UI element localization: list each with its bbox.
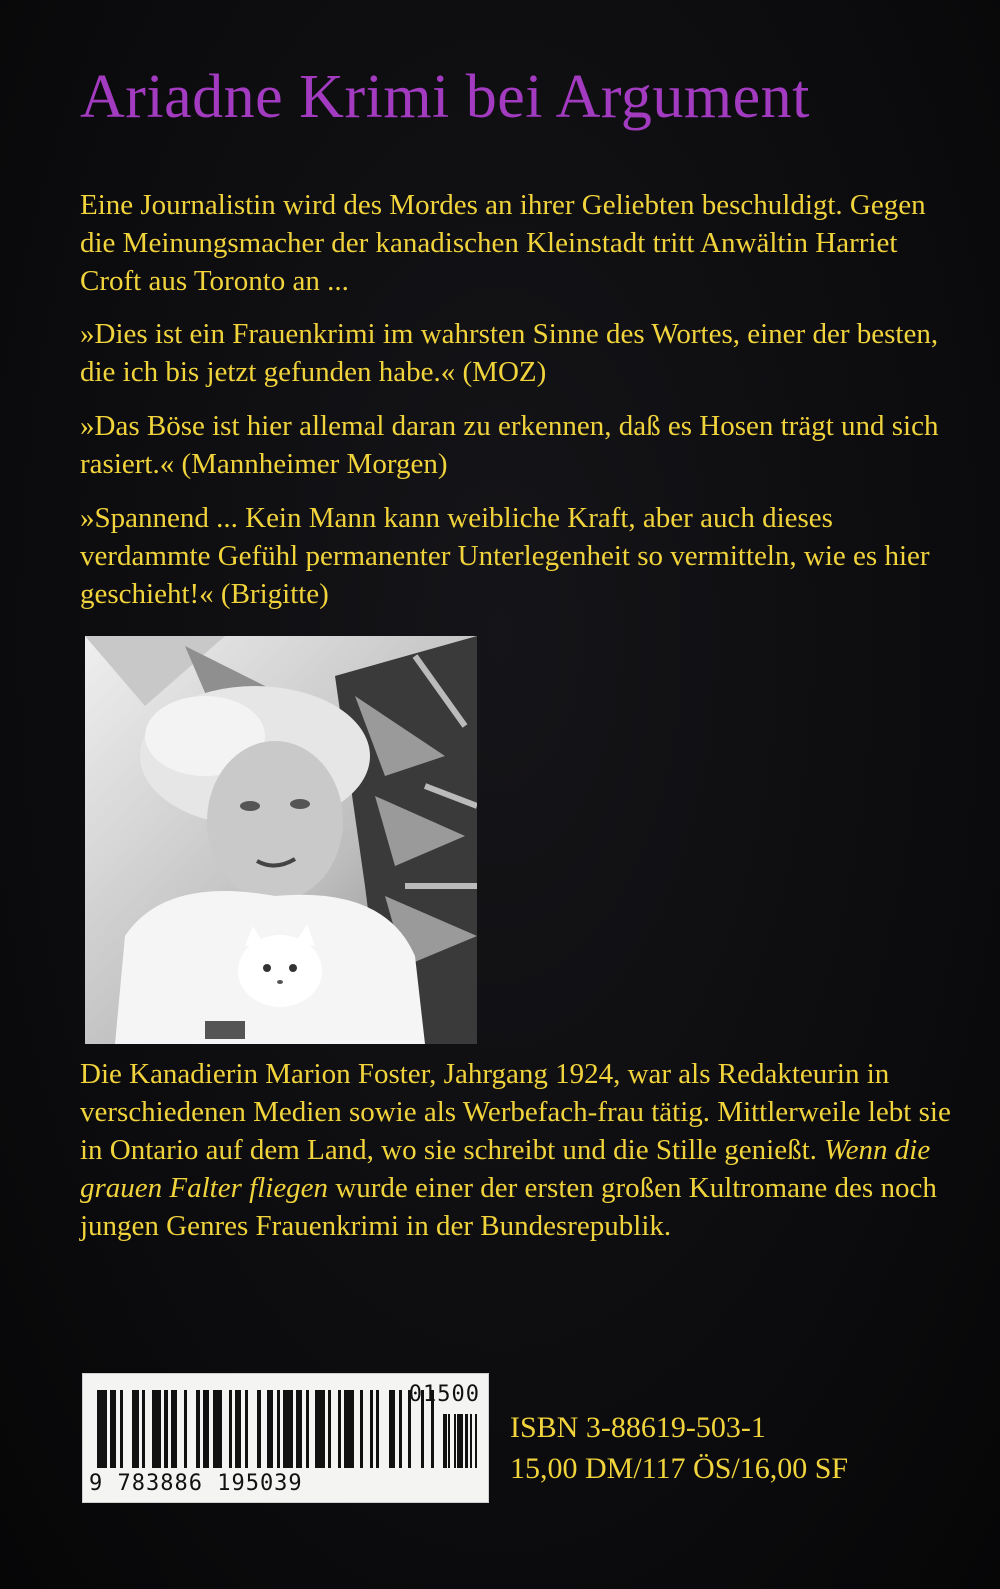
barcode-bar: [213, 1390, 223, 1468]
barcode-digits: 9 783886 195039: [89, 1471, 303, 1496]
barcode-bar: [132, 1390, 138, 1468]
review-quote-brigitte: »Spannend ... Kein Mann kann weibliche Kraft, aber auch dieses verdammte Gefühl permanenter Unterlegenheit so vermitteln, wie es hier geschieht!« (Brigitte): [80, 502, 930, 610]
barcode-bar: [196, 1390, 199, 1468]
barcode-bar: [338, 1390, 341, 1468]
barcode-bar: [399, 1390, 402, 1468]
barcode-bar: [110, 1390, 116, 1468]
isbn-number: ISBN 3-88619-503-1: [510, 1411, 766, 1444]
barcode-bar: [283, 1390, 293, 1468]
barcode-bar: [370, 1390, 373, 1468]
barcode-bar: [257, 1390, 260, 1468]
barcode-addon-bars: [443, 1414, 479, 1468]
barcode-addon-bar: [475, 1414, 477, 1468]
barcode-bar: [277, 1390, 280, 1468]
barcode-bar: [389, 1390, 395, 1468]
barcode-bar: [235, 1390, 241, 1468]
series-title: Ariadne Krimi bei Argument: [80, 63, 810, 131]
barcode-bar: [360, 1390, 363, 1468]
barcode-bar: [267, 1390, 273, 1468]
barcode-addon-bar: [443, 1414, 447, 1468]
barcode-addon-bar: [448, 1414, 450, 1468]
barcode-bar: [164, 1390, 167, 1468]
barcode-addon-bar: [457, 1414, 462, 1468]
barcode-bar: [245, 1390, 248, 1468]
barcode-addon-bar: [470, 1414, 472, 1468]
barcode-bar: [306, 1390, 309, 1468]
barcode-addon-digits: 01500: [408, 1382, 480, 1407]
price: 15,00 DM/117 ÖS/16,00 SF: [510, 1452, 849, 1485]
barcode-bar: [376, 1390, 379, 1468]
author-bio-text-end: wurde einer der ersten großen Kultromane des noch jungen Genres Frauenkrimi in der Bundesrepublik.: [80, 1172, 937, 1242]
barcode-bar: [142, 1390, 145, 1468]
barcode-addon-bar: [454, 1414, 456, 1468]
barcode-bar: [97, 1390, 107, 1468]
isbn-barcode: [82, 1373, 489, 1503]
author-bio: [80, 1055, 960, 1245]
review-quote-mannheimer: »Das Böse ist hier allemal daran zu erkennen, daß es Hosen trägt und sich rasiert.« (Mannheimer Morgen): [80, 410, 939, 480]
barcode-bar: [152, 1390, 162, 1468]
barcode-bar: [184, 1390, 187, 1468]
barcode-bar: [120, 1390, 123, 1468]
barcode-bar: [328, 1390, 331, 1468]
barcode-bars: [97, 1390, 437, 1468]
barcode-bar: [344, 1390, 354, 1468]
author-bio-text-start: Die Kanadierin Marion Foster, Jahrgang 1924, war als Redakteurin in verschiedenen Medien sowie als Werbefach-frau tätig. Mittlerweile lebt sie in Ontario auf dem Land, wo sie schreibt und die Stille genießt.: [80, 1058, 951, 1166]
barcode-bar: [203, 1390, 209, 1468]
barcode-bar: [315, 1390, 325, 1468]
author-photo: [85, 636, 477, 1044]
barcode-bar: [229, 1390, 232, 1468]
novel-title: Wenn die grauen Falter fliegen: [80, 1134, 931, 1204]
barcode-bar: [296, 1390, 302, 1468]
barcode-addon-bar: [465, 1414, 469, 1468]
barcode-bar: [171, 1390, 177, 1468]
review-quote-moz: »Dies ist ein Frauenkrimi im wahrsten Sinne des Wortes, einer der besten, die ich bis jetzt gefunden habe.« (MOZ): [80, 318, 939, 388]
blurb-text: Eine Journalistin wird des Mordes an ihrer Geliebten beschuldigt. Gegen die Meinungsmacher der kanadischen Kleinstadt tritt Anwältin Harriet Croft aus Toronto an ...: [80, 189, 926, 297]
